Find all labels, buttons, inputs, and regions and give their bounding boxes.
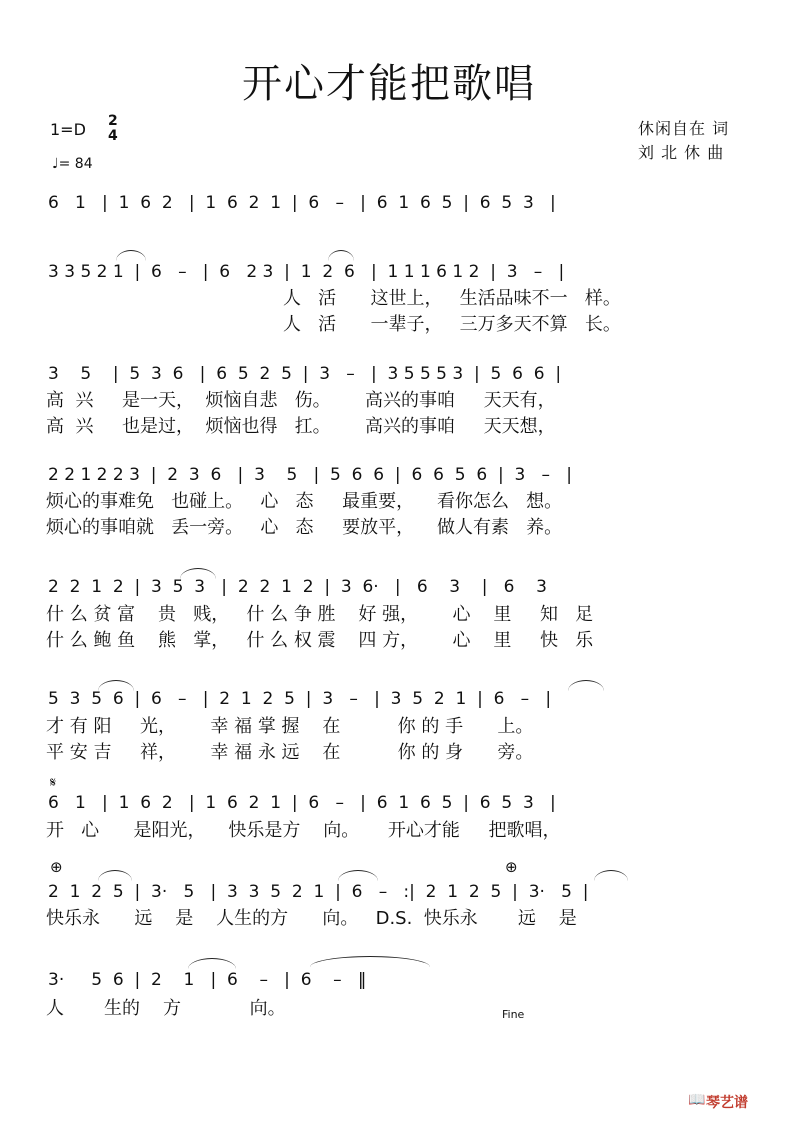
- lyrics-row-6-verse-1: 才 有 阳 光， 幸 福 掌 握 在 你 的 手 上。: [46, 716, 534, 737]
- tie-mark: [594, 870, 628, 881]
- coda-icon: ⊕: [505, 858, 518, 876]
- lyrics-row-8: 快乐永 远 是 人生的方 向。 D.S. 快乐永 远 是: [46, 908, 577, 929]
- lyrics-row-4-verse-1: 烦心的事难免 也碰上。 心 态 最重要， 看你怎么 想。: [46, 491, 563, 512]
- time-signature: [108, 114, 118, 144]
- segno-icon: 𝄋: [50, 775, 57, 791]
- notation-row-9: 3· 5 6 | 2 1 | 6 – | 6 – ‖: [48, 970, 367, 990]
- notation-row-4: 2 2 1 2 2 3 | 2 3 6 | 3 5 | 5 6 6 | 6 6 5 6 | 3 – |: [48, 465, 572, 485]
- song-title: 开心才能把歌唱: [242, 61, 536, 107]
- quarter-note-icon: ♩: [52, 156, 59, 172]
- notation-row-2: 3 3 5 2 1 | 6 – | 6 2 3 | 1 2 6 | 1 1 1 6 1 2 | 3 – |: [48, 262, 565, 282]
- notation-row-7: 6 1 | 1 6 2 | 1 6 2 1 | 6 – | 6 1 6 5 | 6 5 3 |: [48, 793, 556, 813]
- lyricist-credit: 休闲自在 词: [638, 119, 730, 138]
- lyrics-row-9: 人 生的 方 向。: [46, 998, 286, 1019]
- notation-row-5: 2 2 1 2 | 3 5 3 | 2 2 1 2 | 3 6· | 6 3 | 6 3: [48, 577, 564, 597]
- watermark-logo: 琴艺谱: [706, 1095, 748, 1111]
- tie-mark: [338, 870, 378, 881]
- tie-mark: [180, 568, 216, 579]
- tie-mark: [310, 956, 430, 967]
- tie-mark: [98, 680, 134, 691]
- notation-row-6: 5 3 5 6 | 6 – | 2 1 2 5 | 3 – | 3 5 2 1 | 6 – |: [48, 689, 552, 709]
- tie-mark: [328, 250, 354, 261]
- coda-icon: ⊕: [50, 858, 63, 876]
- lyrics-row-7: 开 心 是阳光， 快乐是方 向。 开心才能 把歌唱，: [46, 820, 561, 841]
- tempo-marking: [52, 156, 93, 172]
- tie-mark: [98, 870, 132, 881]
- lyrics-row-3-verse-2: 高 兴 也是过， 烦恼也得 扛。 高兴的事咱 天天想，: [46, 416, 556, 437]
- lyrics-row-5-verse-2: 什 么 鲍 鱼 熊 掌， 什 么 权 震 四 方， 心 里 快 乐: [46, 630, 594, 651]
- time-signature-bottom: 4: [108, 128, 118, 144]
- tie-mark: [188, 958, 236, 969]
- lyrics-row-5-verse-1: 什 么 贫 富 贵 贱， 什 么 争 胜 好 强， 心 里 知 足: [46, 604, 594, 625]
- logo-icon: 📖: [688, 1092, 706, 1108]
- time-signature-top: 2: [108, 113, 118, 129]
- lyrics-row-3-verse-1: 高 兴 是一天， 烦恼自悲 伤。 高兴的事咱 天天有，: [46, 390, 556, 411]
- notation-row-1: 6 1 | 1 6 2 | 1 6 2 1 | 6 – | 6 1 6 5 | 6 5 3 |: [48, 193, 556, 213]
- lyrics-row-4-verse-2: 烦心的事咱就 丢一旁。 心 态 要放平， 做人有素 养。: [46, 517, 563, 538]
- key-signature: 1=D: [50, 120, 86, 139]
- tie-mark: [116, 250, 146, 261]
- tempo-value: = 84: [58, 156, 93, 172]
- lyrics-row-2-verse-2: 人 活 一辈子， 三万多天不算 长。: [283, 314, 621, 335]
- notation-row-8: 2 1 2 5 | 3· 5 | 3 3 5 2 1 | 6 – :| 2 1 2 5 | 3· 5 |: [48, 882, 589, 902]
- lyrics-row-2-verse-1: 人 活 这世上， 生活品味不一 样。: [283, 288, 621, 309]
- tie-mark: [568, 680, 604, 691]
- lyrics-row-6-verse-2: 平 安 吉 祥， 幸 福 永 远 在 你 的 身 旁。: [46, 742, 534, 763]
- composer-credit: 刘 北 休 曲: [638, 143, 725, 162]
- fine-marking: Fine: [502, 1008, 525, 1021]
- notation-row-3: 3 5 | 5 3 6 | 6 5 2 5 | 3 – | 3 5 5 5 3 | 5 6 6 |: [48, 364, 562, 384]
